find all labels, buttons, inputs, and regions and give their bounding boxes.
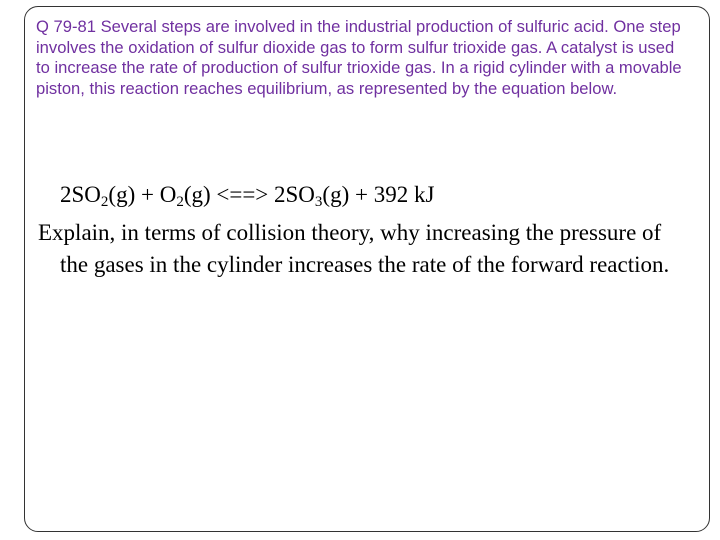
equation-part-3: (g) <==> 2SO <box>183 182 315 207</box>
question-paragraph: Q 79-81 Several steps are involved in the industrial production of sulfuric acid. One step involves the oxidation of sulfur dioxide gas to form sulfur trioxide gas. A catalyst is used to increase the rate of production of sulfur trioxide gas. In a rigid cylinder with a movable piston, this reaction reaches equilibrium, as represented by the equation below. <box>36 17 682 98</box>
equation-part-2: (g) + O <box>108 182 177 207</box>
chemical-equation <box>60 181 660 209</box>
equation-subscript-3: 3 <box>314 194 323 210</box>
explain-prompt: Explain, in terms of collision theory, why increasing the pressure of the gases in the cylinder increases the rate of the forward reaction. <box>38 220 670 277</box>
equation-subscript-1: 2 <box>100 194 109 210</box>
equation-subscript-2: 2 <box>176 194 184 210</box>
equation-part-1: 2SO <box>60 182 101 207</box>
equation-part-4: (g) + 392 kJ <box>322 182 435 207</box>
